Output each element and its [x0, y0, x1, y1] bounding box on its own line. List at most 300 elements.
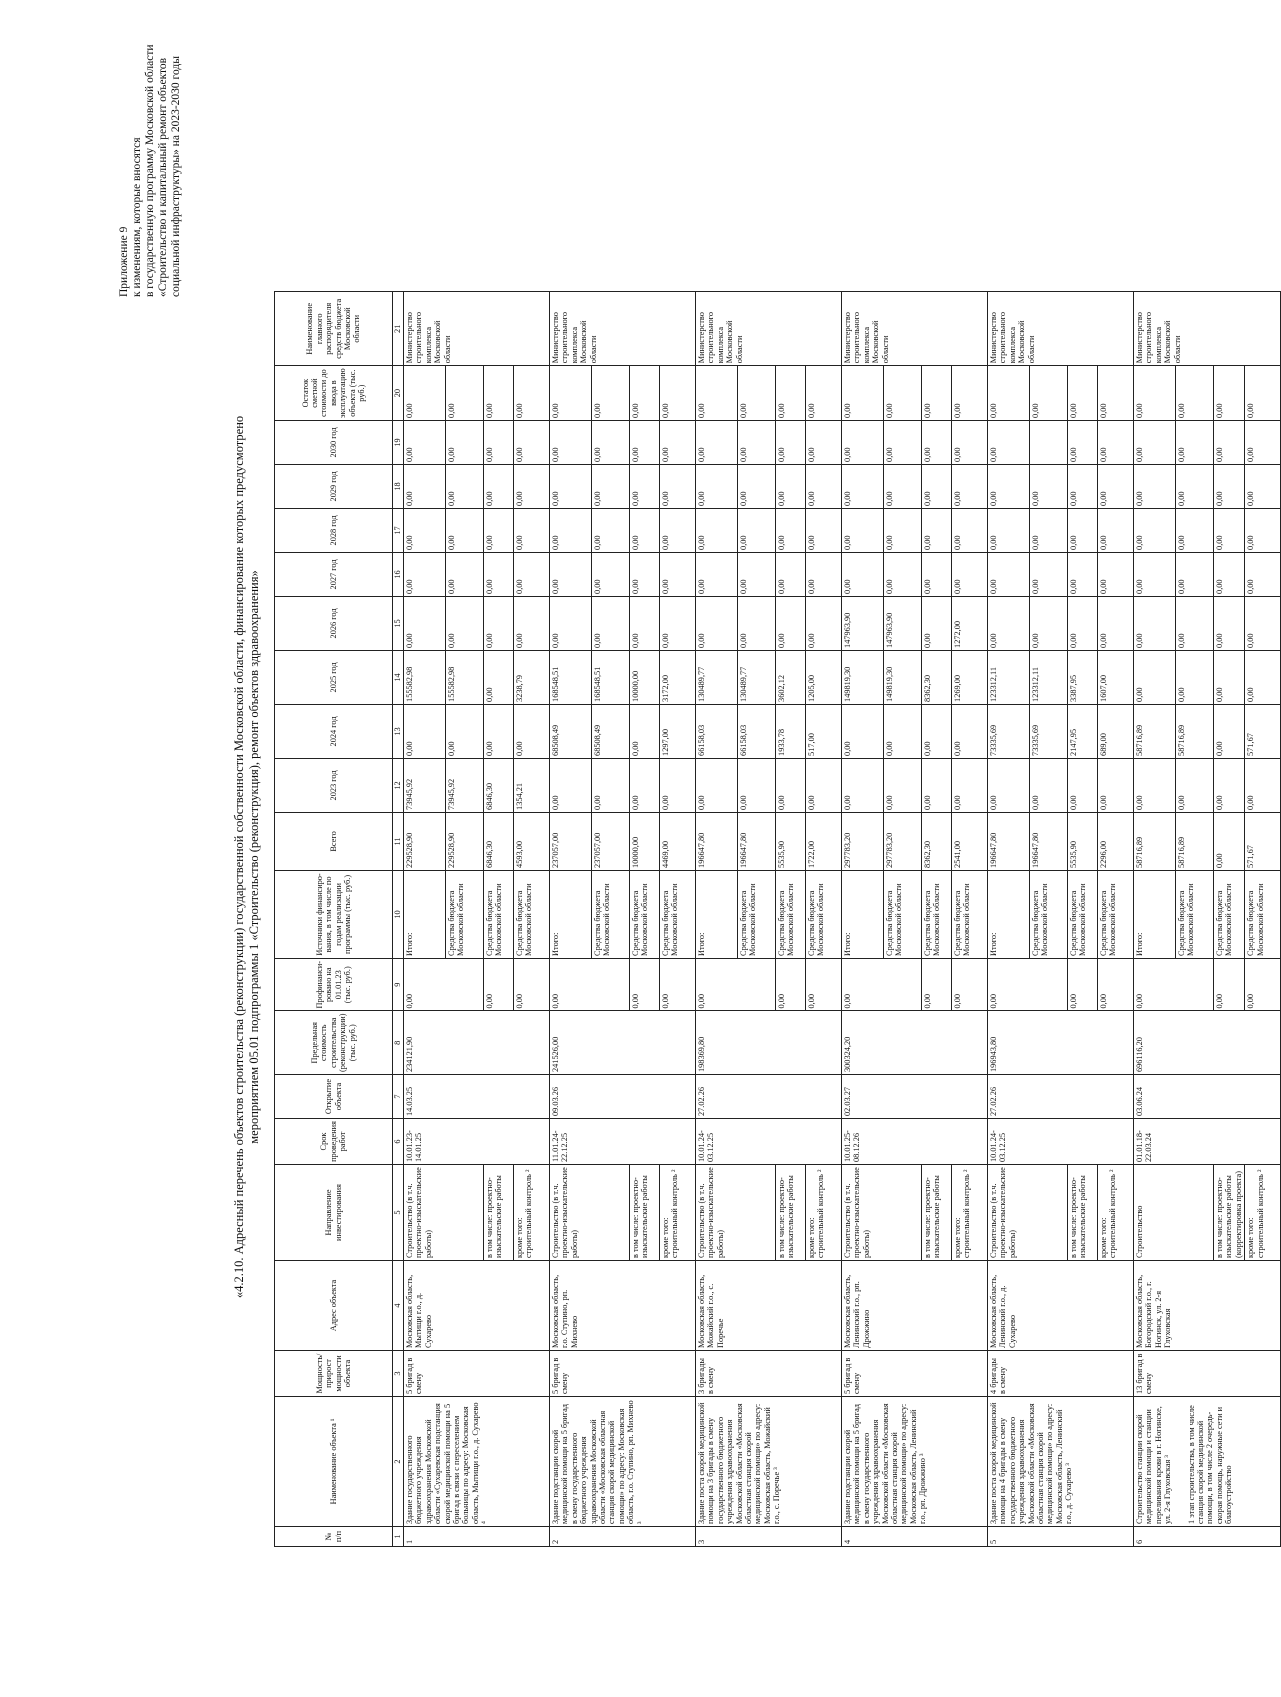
value-cell: 0,00 [696, 596, 738, 650]
direction-cell: Строительство (в т.ч. проектно-изыскательские работы) [404, 1165, 484, 1261]
direction-cell: кроме того: строительный контроль ² [660, 1165, 696, 1261]
value-cell: 0,00 [660, 596, 696, 650]
value-cell: 196647,80 [696, 812, 738, 870]
value-cell: 0,00 [1214, 650, 1245, 704]
direction-cell: Строительство (в т.ч. проектно-изыскательские работы) [988, 1165, 1068, 1261]
value-cell: 1272,00 [952, 596, 988, 650]
opening-cell: 09.03.26 [550, 1075, 696, 1119]
value-cell: 0,00 [592, 596, 630, 650]
object-name-cell: Здание государственного бюджетного учреждения здравоохранения Московской области «Сухаревская подстанция скорой медицинской помощи на 5 бригад в связи с переселением больницы по адресу: Московская область, Мытищи г.о., д. Сухарево ⁴ [404, 1397, 550, 1527]
financed-cell: 0,00 [550, 958, 630, 1011]
value-cell: 229528,90 [446, 812, 484, 870]
value-cell: 0,00 [776, 464, 806, 508]
value-cell: 0,00 [1245, 420, 1281, 464]
source-cell: Итого: [550, 870, 592, 958]
manager-cell: Министерство строительного комплекса Московской области [404, 292, 550, 366]
source-cell: Итого: [404, 870, 446, 958]
column-number: 14 [393, 650, 404, 704]
financed-cell: 0,00 [1245, 958, 1281, 1011]
value-cell: 0,00 [884, 552, 922, 596]
manager-cell: Министерство строительного комплекса Московской области [550, 292, 696, 366]
value-cell: 0,00 [1030, 758, 1068, 812]
value-cell: 0,00 [952, 420, 988, 464]
value-cell: 6846,30 [484, 758, 514, 812]
address-list-table [274, 291, 1281, 1547]
value-cell: 0,00 [988, 508, 1030, 552]
direction-cell: Строительство (в т.ч. проектно-изыскательские работы) [842, 1165, 922, 1261]
value-cell: 0,00 [630, 596, 660, 650]
value-cell: 0,00 [952, 704, 988, 758]
value-cell: 0,00 [776, 552, 806, 596]
term-cell: 10.01.24-03.12.25 [696, 1119, 842, 1165]
value-cell: 0,00 [806, 596, 842, 650]
value-cell: 0,00 [776, 366, 806, 421]
value-cell: 0,00 [884, 508, 922, 552]
column-number: 17 [393, 508, 404, 552]
value-cell: 0,00 [1098, 758, 1134, 812]
value-cell: 297783,20 [842, 812, 884, 870]
col-header: 2027 год [275, 552, 393, 596]
value-cell: 0,00 [514, 552, 550, 596]
value-cell: 0,00 [630, 366, 660, 421]
value-cell: 0,00 [1245, 758, 1281, 812]
col-header: 2024 год [275, 704, 393, 758]
source-cell: Средства бюджета Московской области [952, 870, 988, 958]
term-cell: 10.01.25-08.12.26 [842, 1119, 988, 1165]
value-cell: 0,00 [922, 366, 952, 421]
value-cell: 58716,89 [1176, 812, 1214, 870]
value-cell: 196647,80 [1030, 812, 1068, 870]
value-cell: 0,00 [738, 758, 776, 812]
value-cell: 0,00 [1245, 552, 1281, 596]
value-cell: 0,00 [1214, 704, 1245, 758]
opening-cell: 02.03.27 [842, 1075, 988, 1119]
object-number-cell: 4 [842, 1527, 988, 1547]
value-cell: 0,00 [446, 464, 484, 508]
value-cell: 0,00 [842, 704, 884, 758]
source-cell: Итого: [988, 870, 1030, 958]
value-cell: 0,00 [884, 366, 922, 421]
document-title [232, 167, 262, 1547]
capacity-cell: 4 бригады в смену [988, 1351, 1134, 1397]
value-cell: 0,00 [550, 464, 592, 508]
opening-cell: 03.06.24 [1134, 1075, 1281, 1119]
title-line: «4.2.10. Адресный перечень объектов строительства (реконструкции) государственной собственности Московской области, финансирование которых предусмотрено [232, 415, 246, 1299]
col-header: 2025 год [275, 650, 393, 704]
value-cell: 0,00 [446, 366, 484, 421]
value-cell: 0,00 [1098, 420, 1134, 464]
col-header: Всего [275, 812, 393, 870]
value-cell: 0,00 [550, 758, 592, 812]
appendix-line: социальной инфраструктуры» на 2023-2030 годы [170, 56, 182, 297]
value-cell: 66158,03 [696, 704, 738, 758]
value-cell: 58716,89 [1134, 812, 1176, 870]
value-cell: 0,00 [1176, 366, 1214, 421]
col-header: Адрес объекта [275, 1261, 393, 1351]
column-number: 18 [393, 464, 404, 508]
table-body [404, 292, 1281, 1547]
value-cell: 0,00 [842, 366, 884, 421]
value-cell: 66158,03 [738, 704, 776, 758]
financed-cell: 0,00 [660, 958, 696, 1011]
financed-cell: 0,00 [842, 958, 922, 1011]
financed-cell: 0,00 [696, 958, 776, 1011]
value-cell: 0,00 [592, 464, 630, 508]
value-cell: 0,00 [1134, 552, 1176, 596]
value-cell: 0,00 [922, 704, 952, 758]
value-cell: 0,00 [988, 758, 1030, 812]
col-header: Направление инвестирования [275, 1165, 393, 1261]
col-header: Наименование объекта ¹ [275, 1397, 393, 1527]
value-cell: 58716,89 [1134, 704, 1176, 758]
appendix-note [118, 7, 183, 297]
value-cell: 0,00 [842, 508, 884, 552]
value-cell: 0,00 [884, 758, 922, 812]
source-cell: Средства бюджета Московской области [1176, 870, 1214, 958]
opening-cell: 14.03.25 [404, 1075, 550, 1119]
value-cell: 0,00 [484, 366, 514, 421]
value-cell: 0,00 [446, 508, 484, 552]
value-cell: 0,00 [446, 420, 484, 464]
value-cell: 0,00 [630, 704, 660, 758]
value-cell: 0,00 [922, 420, 952, 464]
col-header: 2029 год [275, 464, 393, 508]
manager-cell: Министерство строительного комплекса Московской области [696, 292, 842, 366]
appendix-line: в государственную программу Московской области [144, 44, 156, 297]
cost-cell: 300324,20 [842, 1011, 988, 1075]
term-cell: 01.01.18-22.03.24 [1134, 1119, 1281, 1165]
value-cell: 0,00 [446, 552, 484, 596]
source-cell: Средства бюджета Московской области [884, 870, 922, 958]
value-cell: 517,00 [806, 704, 842, 758]
value-cell: 0,00 [484, 508, 514, 552]
value-cell: 0,00 [696, 552, 738, 596]
value-cell: 10000,00 [630, 812, 660, 870]
address-cell: Московская область, Можайский г.о., с. Поречье [696, 1261, 842, 1351]
value-cell: 3602,12 [776, 650, 806, 704]
col-header: 2023 год [275, 758, 393, 812]
value-cell: 0,00 [922, 508, 952, 552]
value-cell: 2296,00 [1098, 812, 1134, 870]
direction-cell: в том числе: проектно-изыскательские работы [1068, 1165, 1098, 1261]
value-cell: 0,00 [592, 508, 630, 552]
financed-cell: 0,00 [988, 958, 1068, 1011]
value-cell: 0,00 [776, 508, 806, 552]
value-cell: 0,00 [696, 366, 738, 421]
column-number-row [393, 292, 404, 1547]
object-stage: 1 этап строительства, в том числе станция скорой медицинской помощи, в том числе 2 очередь- скорая помощь, наружные сети и благоустройство [1186, 1405, 1234, 1524]
financed-cell: 0,00 [1134, 958, 1214, 1011]
value-cell: 3387,95 [1068, 650, 1098, 704]
value-cell: 68508,49 [550, 704, 592, 758]
value-cell: 689,00 [1098, 704, 1134, 758]
financed-cell: 0,00 [952, 958, 988, 1011]
direction-cell: в том числе: проектно-изыскательские работы [630, 1165, 660, 1261]
value-cell: 0,00 [1068, 508, 1098, 552]
value-cell: 0,00 [484, 464, 514, 508]
cost-cell: 241526,00 [550, 1011, 696, 1075]
value-cell: 1933,78 [776, 704, 806, 758]
column-number: 3 [393, 1351, 404, 1397]
source-cell: Средства бюджета Московской области [738, 870, 776, 958]
col-header: Предельная стоимость строительства (реконструкции) (тыс. руб.) [275, 1011, 393, 1075]
value-cell: 0,00 [922, 464, 952, 508]
value-cell: 0,00 [1030, 508, 1068, 552]
value-cell: 0,00 [806, 508, 842, 552]
value-cell: 3238,79 [514, 650, 550, 704]
capacity-cell: 5 бригад в смену [842, 1351, 988, 1397]
value-cell: 1297,00 [660, 704, 696, 758]
value-cell: 5535,90 [1068, 812, 1098, 870]
value-cell: 0,00 [1098, 366, 1134, 421]
value-cell: 0,00 [806, 552, 842, 596]
value-cell: 0,00 [842, 464, 884, 508]
value-cell: 0,00 [1068, 596, 1098, 650]
value-cell: 229528,90 [404, 812, 446, 870]
value-cell: 0,00 [952, 508, 988, 552]
value-cell: 0,00 [988, 596, 1030, 650]
value-cell: 0,00 [696, 758, 738, 812]
value-cell: 0,00 [988, 464, 1030, 508]
value-cell: 0,00 [630, 464, 660, 508]
value-cell: 73335,69 [1030, 704, 1068, 758]
value-cell: 0,00 [738, 420, 776, 464]
value-cell: 0,00 [988, 552, 1030, 596]
financed-cell: 0,00 [1214, 958, 1245, 1011]
value-cell: 0,00 [484, 704, 514, 758]
column-number: 6 [393, 1119, 404, 1165]
value-cell: 571,67 [1245, 812, 1281, 870]
cost-cell: 234121,90 [404, 1011, 550, 1075]
table-row [988, 292, 1030, 1547]
value-cell: 0,00 [952, 464, 988, 508]
address-cell: Московская область, Ленинский г.о., рп. Дрожжино [842, 1261, 988, 1351]
column-number: 13 [393, 704, 404, 758]
value-cell: 0,00 [630, 420, 660, 464]
value-cell: 297783,20 [884, 812, 922, 870]
value-cell: 237057,00 [592, 812, 630, 870]
value-cell: 0,00 [1245, 366, 1281, 421]
value-cell: 0,00 [1214, 508, 1245, 552]
value-cell: 0,00 [1176, 596, 1214, 650]
direction-cell: кроме того: строительный контроль ² [806, 1165, 842, 1261]
value-cell: 0,00 [1214, 366, 1245, 421]
value-cell: 0,00 [1134, 758, 1176, 812]
value-cell: 0,00 [1176, 650, 1214, 704]
value-cell: 0,00 [1176, 508, 1214, 552]
value-cell: 0,00 [514, 420, 550, 464]
column-number: 9 [393, 958, 404, 1011]
header-row [275, 292, 393, 1547]
value-cell: 10000,00 [630, 650, 660, 704]
financed-cell: 0,00 [806, 958, 842, 1011]
value-cell: 0,00 [484, 420, 514, 464]
value-cell: 571,67 [1245, 704, 1281, 758]
value-cell: 0,00 [952, 758, 988, 812]
value-cell: 0,00 [1134, 596, 1176, 650]
value-cell: 0,00 [1068, 758, 1098, 812]
col-header: 2030 год [275, 420, 393, 464]
value-cell: 0,00 [630, 552, 660, 596]
col-header: 2028 год [275, 508, 393, 552]
value-cell: 168548,51 [550, 650, 592, 704]
value-cell: 0,00 [1245, 650, 1281, 704]
value-cell: 0,00 [1098, 596, 1134, 650]
object-number-cell: 1 [404, 1527, 550, 1547]
term-cell: 10.01.23-14.01.25 [404, 1119, 550, 1165]
value-cell: 196647,80 [988, 812, 1030, 870]
value-cell: 0,00 [1030, 464, 1068, 508]
value-cell: 0,00 [806, 464, 842, 508]
source-cell: Итого: [1134, 870, 1176, 958]
table-row [1134, 292, 1176, 1547]
value-cell: 0,00 [404, 508, 446, 552]
value-cell: 0,00 [988, 366, 1030, 421]
column-number: 16 [393, 552, 404, 596]
value-cell: 0,00 [842, 420, 884, 464]
column-number: 21 [393, 292, 404, 366]
object-number-cell: 5 [988, 1527, 1134, 1547]
value-cell: 0,00 [660, 464, 696, 508]
value-cell: 0,00 [1134, 420, 1176, 464]
financed-cell: 0,00 [404, 958, 484, 1011]
column-number: 5 [393, 1165, 404, 1261]
value-cell: 155582,98 [446, 650, 484, 704]
financed-cell: 0,00 [514, 958, 550, 1011]
source-cell: Средства бюджета Московской области [1030, 870, 1068, 958]
value-cell: 155582,98 [404, 650, 446, 704]
value-cell: 0,00 [952, 366, 988, 421]
value-cell: 58716,89 [1176, 704, 1214, 758]
direction-cell: Строительство (в т.ч. проектно-изыскательские работы) [550, 1165, 630, 1261]
object-name-cell: Здание поста скорой медицинской помощи на 4 бригады в смену государственного бюджетного учреждения здравоохранения Московской области «Московская областная станция скорой медицинской помощи» по адресу: Московская область, Ленинский г.о., д. Сухарево ³ [988, 1397, 1134, 1527]
value-cell: 0,00 [592, 420, 630, 464]
value-cell: 0,00 [1134, 508, 1176, 552]
value-cell: 0,00 [738, 596, 776, 650]
value-cell: 0,00 [404, 704, 446, 758]
value-cell: 0,00 [550, 596, 592, 650]
value-cell: 123312,11 [988, 650, 1030, 704]
term-cell: 11.01.24-22.12.25 [550, 1119, 696, 1165]
value-cell: 0,00 [514, 704, 550, 758]
col-header: Остаток сметной стоимости до ввода в эксплуатацию объекта (тыс. руб.) [275, 366, 393, 421]
col-header: Мощность/ прирост мощности объекта [275, 1351, 393, 1397]
value-cell: 149819,30 [884, 650, 922, 704]
value-cell: 0,00 [1068, 420, 1098, 464]
value-cell: 0,00 [738, 464, 776, 508]
value-cell: 0,00 [738, 552, 776, 596]
value-cell: 130489,77 [696, 650, 738, 704]
source-cell: Средства бюджета Московской области [660, 870, 696, 958]
value-cell: 0,00 [1134, 464, 1176, 508]
value-cell: 149819,30 [842, 650, 884, 704]
value-cell: 0,00 [884, 420, 922, 464]
value-cell: 0,00 [1245, 464, 1281, 508]
source-cell: Средства бюджета Московской области [1068, 870, 1098, 958]
manager-cell: Министерство строительного комплекса Московской области [988, 292, 1134, 366]
term-cell: 10.01.24-03.12.25 [988, 1119, 1134, 1165]
value-cell: 0,00 [550, 552, 592, 596]
appendix-line: Приложение 9 [118, 226, 130, 297]
value-cell: 0,00 [988, 420, 1030, 464]
value-cell: 0,00 [1214, 464, 1245, 508]
column-number: 7 [393, 1075, 404, 1119]
value-cell: 0,00 [592, 366, 630, 421]
value-cell: 1354,21 [514, 758, 550, 812]
capacity-cell: 5 бригад в смену [550, 1351, 696, 1397]
value-cell: 0,00 [404, 420, 446, 464]
value-cell: 0,00 [660, 758, 696, 812]
value-cell: 5535,90 [776, 812, 806, 870]
object-number-cell: 2 [550, 1527, 696, 1547]
title-line: мероприятием 05.01 подпрограммы 1 «Строительство (реконструкция), ремонт объектов здравоохранения» [247, 570, 261, 1144]
value-cell: 0,00 [630, 508, 660, 552]
value-cell: 0,00 [446, 704, 484, 758]
direction-cell: кроме того: строительный контроль ² [1098, 1165, 1134, 1261]
value-cell: 0,00 [776, 420, 806, 464]
value-cell: 0,00 [592, 552, 630, 596]
address-cell: Московская область, Богородский г.о., г. Ногинск, ул. 2-я Глуховская [1134, 1261, 1281, 1351]
col-header: Открытие объекта [275, 1075, 393, 1119]
value-cell: 0,00 [1214, 758, 1245, 812]
column-number: 4 [393, 1261, 404, 1351]
value-cell: 0,00 [1068, 464, 1098, 508]
value-cell: 2541,00 [952, 812, 988, 870]
column-number: 2 [393, 1397, 404, 1527]
source-cell: Средства бюджета Московской области [922, 870, 952, 958]
value-cell: 1269,00 [952, 650, 988, 704]
value-cell: 0,00 [1098, 508, 1134, 552]
value-cell: 147963,90 [884, 596, 922, 650]
source-cell: Итого: [696, 870, 738, 958]
value-cell: 3172,00 [660, 650, 696, 704]
object-name: Строительство станции скорой медицинской помощи и станции переливания крови в г. Ногинске, ул. 2-я Глуховская ³ [1135, 1406, 1173, 1524]
value-cell: 0,00 [806, 758, 842, 812]
value-cell: 4469,00 [660, 812, 696, 870]
address-cell: Московская область, Мытищи г.о., д. Сухарево [404, 1261, 550, 1351]
cost-cell: 196943,80 [988, 1011, 1134, 1075]
source-cell: Средства бюджета Московской области [592, 870, 630, 958]
table-row [842, 292, 884, 1547]
opening-cell: 27.02.26 [696, 1075, 842, 1119]
column-number: 15 [393, 596, 404, 650]
financed-cell: 0,00 [922, 958, 952, 1011]
value-cell: 0,00 [922, 552, 952, 596]
direction-cell: в том числе: проектно-изыскательские работы [776, 1165, 806, 1261]
value-cell: 0,00 [1245, 596, 1281, 650]
financed-cell: 0,00 [630, 958, 660, 1011]
value-cell: 0,00 [842, 758, 884, 812]
column-number: 11 [393, 812, 404, 870]
value-cell: 123312,11 [1030, 650, 1068, 704]
value-cell: 0,00 [550, 420, 592, 464]
value-cell: 0,00 [1176, 758, 1214, 812]
value-cell: 0,00 [550, 508, 592, 552]
value-cell: 0,00 [660, 508, 696, 552]
value-cell: 0,00 [1214, 552, 1245, 596]
value-cell: 0,00 [1214, 420, 1245, 464]
value-cell: 0,00 [884, 704, 922, 758]
value-cell: 0,00 [1030, 552, 1068, 596]
capacity-cell: 13 бригад в смену [1134, 1351, 1281, 1397]
column-number: 20 [393, 366, 404, 421]
value-cell: 0,00 [1068, 366, 1098, 421]
source-cell: Средства бюджета Московской области [1214, 870, 1245, 958]
direction-cell: кроме того: строительный контроль ² [952, 1165, 988, 1261]
col-header: Срок проведения работ [275, 1119, 393, 1165]
object-name-cell [1134, 1397, 1281, 1527]
value-cell: 0,00 [738, 508, 776, 552]
